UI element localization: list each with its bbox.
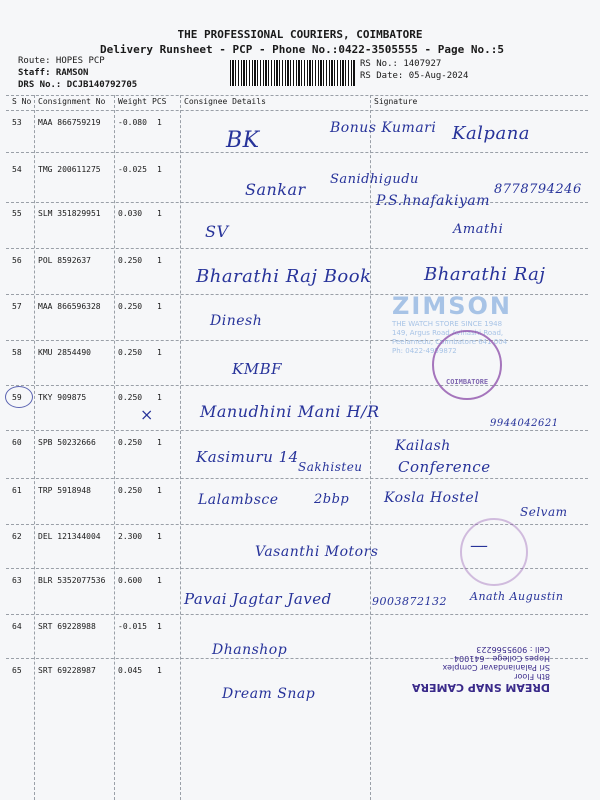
row-pcs: 1 [157, 302, 162, 311]
table-header-line [6, 110, 588, 112]
row-consignment: TRP 5918948 [38, 486, 91, 495]
dream-stamp-name: DREAM SNAP CAMERA [412, 681, 550, 694]
row-consignment: TKY 909875 [38, 393, 87, 402]
handwritten-details: Dream Snap [222, 686, 316, 702]
handwritten-details: Dhanshop [212, 642, 288, 658]
row-consignment: POL 8592637 [38, 256, 91, 265]
row-weight: 0.030 [118, 209, 143, 218]
row-consignment: DEL 121344004 [38, 532, 101, 541]
handwritten-details: Bharathi Raj Book [196, 266, 372, 287]
row-sno: 59 [12, 393, 22, 402]
col-divider-sno [34, 95, 36, 800]
dream-stamp-line: 8th Floor [514, 672, 550, 681]
col-divider-consignment [114, 95, 116, 800]
handwritten-signature: Bharathi Raj [424, 264, 546, 285]
handwritten-details: Sakhisteu [298, 460, 363, 474]
row-weight: 0.250 [118, 486, 143, 495]
handwritten-details: Dinesh [210, 313, 263, 329]
handwritten-phone: 9003872132 [372, 595, 447, 608]
row-pcs: 1 [157, 209, 162, 218]
route-meta [18, 55, 137, 91]
header-consignment: Consignment No [38, 97, 106, 106]
handwritten-details: Vasanthi Motors [255, 544, 379, 560]
row-pcs: 1 [157, 576, 162, 585]
row-consignment: SLM 351829951 [38, 209, 101, 218]
handwritten-details: KMBF [232, 360, 282, 378]
zimson-brand: ZIMSON [392, 292, 512, 320]
handwritten-signature: Kosla Hostel [384, 490, 480, 506]
row-sno: 56 [12, 256, 22, 265]
row-sno: 65 [12, 666, 22, 675]
row-weight: 0.250 [118, 348, 143, 357]
row-pcs: 1 [157, 622, 162, 631]
row-pcs: 1 [157, 256, 162, 265]
row-consignment: MAA 866759219 [38, 118, 101, 127]
col-divider-weight [180, 95, 182, 800]
handwritten-details: Lalambsce [198, 492, 279, 508]
row-sno: 55 [12, 209, 22, 218]
row-pcs: 1 [157, 118, 162, 127]
zimson-address-line: 149, Argus Road Avinashi Road, [392, 329, 504, 337]
header-signature: Signature [374, 97, 418, 106]
row-consignment: KMU 2854490 [38, 348, 91, 357]
handwritten-signature: Anath Augustin [470, 590, 564, 603]
dream-snap-stamp [412, 645, 550, 694]
row-sno: 57 [12, 302, 22, 311]
zimson-address-line: Peelamedu, Coimbatore 641 004 [392, 338, 508, 346]
handwritten-signature: Kalpana [452, 123, 531, 144]
handwritten-details: SV [205, 222, 229, 241]
header-weight: Weight [118, 97, 147, 106]
row-weight: 0.250 [118, 393, 143, 402]
drs-number: DRS No.: DCJB140792705 [18, 80, 138, 90]
row-divider [6, 385, 588, 387]
row-divider [6, 614, 588, 616]
row-weight: 0.250 [118, 438, 143, 447]
handwritten-details: BK [226, 128, 260, 153]
row-weight: -0.080 [118, 118, 147, 127]
circled-row-marker [5, 386, 33, 408]
round-stamp [432, 330, 502, 400]
row-sno: 60 [12, 438, 22, 447]
dream-stamp-phone: Cell : 9095566223 [476, 645, 550, 654]
rs-date: RS Date: 05-Aug-2024 [360, 71, 469, 81]
company-title: THE PROFESSIONAL COURIERS, COIMBATORE [177, 28, 423, 41]
row-pcs: 1 [157, 438, 162, 447]
handwritten-details: 2bbp [314, 492, 350, 507]
dream-stamp-line: Sri Palaniandavar Complex [442, 663, 550, 672]
round-stamp-label: COIMBATORE [446, 378, 489, 386]
header-pcs: PCS [152, 97, 167, 106]
row-pcs: 1 [157, 348, 162, 357]
handwritten-phone: 8778794246 [494, 182, 582, 197]
handwritten-signature: Conference [398, 458, 491, 476]
runsheet-subtitle: Delivery Runsheet - PCP - Phone No.:0422-3505555 - Page No.:5 [100, 43, 504, 56]
row-divider [6, 248, 588, 250]
handwritten-signature: Bonus Kumari [330, 120, 437, 136]
row-consignment: SRT 69228988 [38, 622, 96, 631]
row-consignment: MAA 866596328 [38, 302, 101, 311]
row-pcs: 1 [157, 486, 162, 495]
zimson-phone: Ph: 0422-4959872 [392, 347, 457, 355]
row-sno: 54 [12, 165, 22, 174]
row-weight: 0.250 [118, 256, 143, 265]
row-sno: 62 [12, 532, 22, 541]
route-label: Route: HOPES PCP [18, 56, 105, 66]
col-divider-details [370, 95, 372, 800]
row-divider [6, 152, 588, 154]
handwritten-details: Pavai Jagtar Javed [184, 590, 332, 608]
faded-round-stamp [460, 518, 528, 586]
row-weight: 2.300 [118, 532, 143, 541]
row-divider [6, 478, 588, 480]
row-pcs: 1 [157, 165, 162, 174]
row-sno: 58 [12, 348, 22, 357]
rs-number: RS No.: 1407927 [360, 59, 442, 69]
row-weight: 0.250 [118, 302, 143, 311]
row-pcs: 1 [157, 532, 162, 541]
handwritten-signature: Sanidhigudu [330, 172, 419, 187]
handwritten-signature: Selvam [520, 505, 568, 519]
row-divider [6, 430, 588, 432]
row-sno: 53 [12, 118, 22, 127]
barcode-image [230, 60, 355, 86]
rs-meta [360, 58, 468, 82]
row-weight: 0.045 [118, 666, 143, 675]
handwritten-signature-mark: — [470, 535, 489, 556]
dream-stamp-line: Hopes College - 641004 [453, 654, 550, 663]
row-consignment: SRT 69228987 [38, 666, 96, 675]
row-sno: 61 [12, 486, 22, 495]
row-weight: 0.600 [118, 576, 143, 585]
row-sno: 64 [12, 622, 22, 631]
handwritten-signature: Kailash [395, 438, 451, 454]
handwritten-phone: 9944042621 [490, 418, 559, 429]
handwritten-signature: P.S.hnafakiyam [376, 193, 490, 209]
handwritten-mark: × [140, 405, 154, 424]
row-divider [6, 202, 588, 204]
handwritten-signature: Amathi [453, 222, 504, 237]
row-sno: 63 [12, 576, 22, 585]
row-weight: -0.015 [118, 622, 147, 631]
row-pcs: 1 [157, 666, 162, 675]
header-details: Consignee Details [184, 97, 266, 106]
staff-label: Staff: RAMSON [18, 68, 89, 78]
row-consignment: SPB 50232666 [38, 438, 96, 447]
handwritten-details: Kasimuru 14 [196, 448, 299, 466]
handwritten-details: Sankar [245, 180, 306, 199]
row-weight: -0.025 [118, 165, 147, 174]
row-consignment: TMG 200611275 [38, 165, 101, 174]
handwritten-details: Manudhini Mani H/R [200, 402, 380, 421]
row-consignment: BLR 5352077536 [38, 576, 106, 585]
row-pcs: 1 [157, 393, 162, 402]
zimson-tagline: THE WATCH STORE SINCE 1948 [392, 320, 503, 328]
header-sno: S No [12, 97, 32, 106]
